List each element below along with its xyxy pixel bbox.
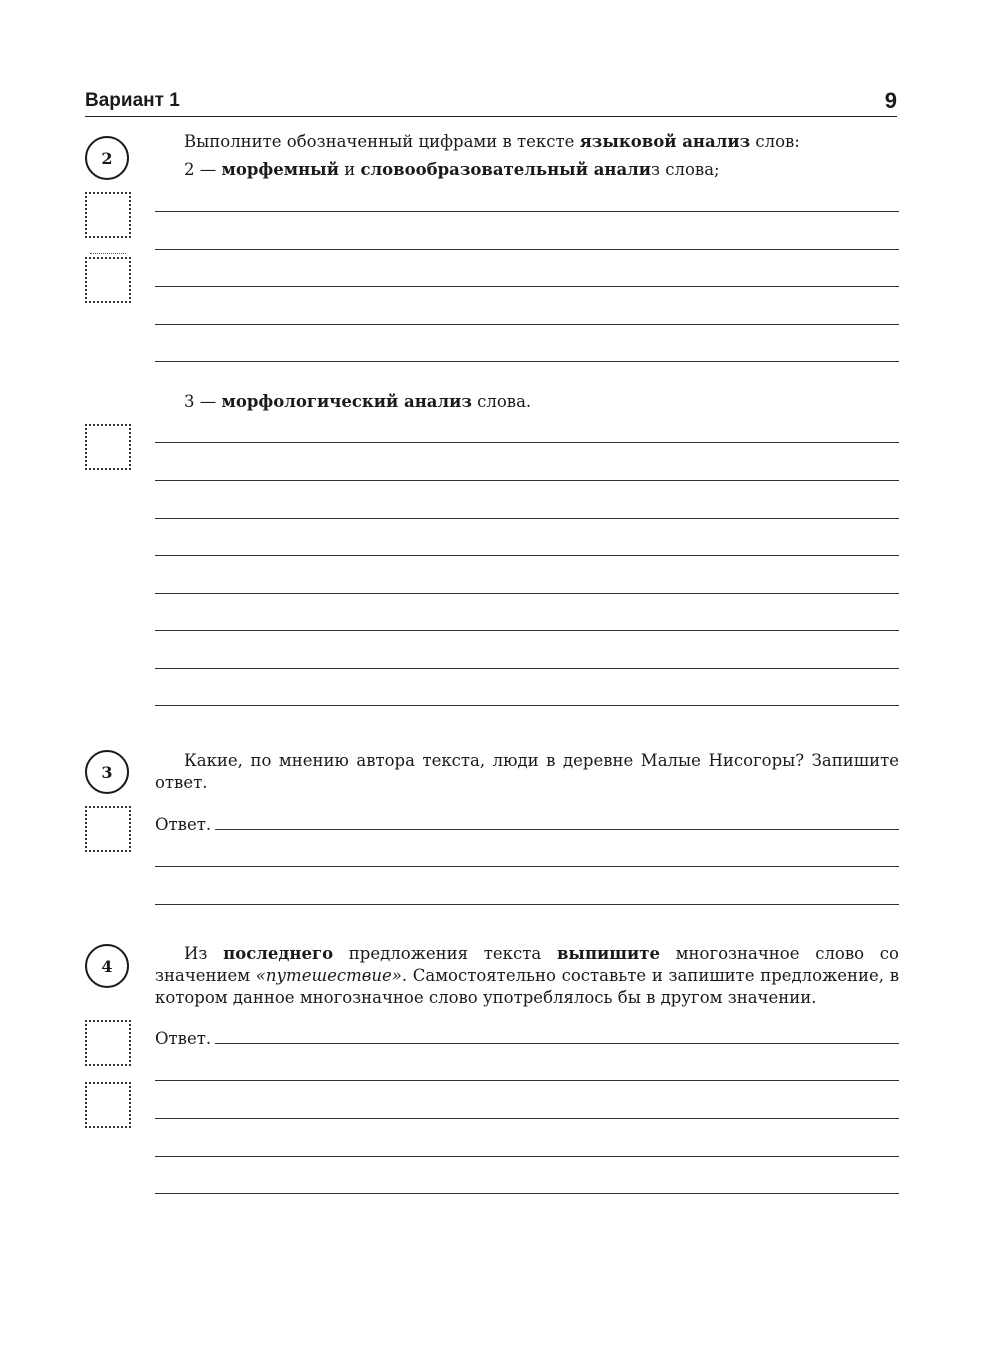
answer-line[interactable] <box>155 630 899 631</box>
answer-line[interactable] <box>155 1156 899 1157</box>
answer-line[interactable] <box>155 211 899 212</box>
answer-line[interactable] <box>155 866 899 867</box>
answer-line[interactable] <box>155 1193 899 1194</box>
answer-line[interactable] <box>155 518 899 519</box>
page-number: 9 <box>884 88 897 113</box>
answer-line[interactable] <box>155 480 899 481</box>
answer-line[interactable] <box>155 593 899 594</box>
answer-label-3: Ответ. <box>155 815 212 834</box>
score-box-2-3[interactable] <box>85 424 131 470</box>
question-3-text: Какие, по мнению автора текста, люди в деревне Малые Нисогоры? Запишите ответ. <box>155 751 899 792</box>
question-2-number: 2 <box>85 136 129 180</box>
answer-label-4: Ответ. <box>155 1029 212 1048</box>
score-box-2-1[interactable] <box>85 192 131 238</box>
answer-line[interactable] <box>155 442 899 443</box>
question-4-number: 4 <box>85 944 129 988</box>
answer-line[interactable] <box>155 286 899 287</box>
score-box-4-2[interactable] <box>85 1082 131 1128</box>
answer-line[interactable] <box>155 904 899 905</box>
question-3-number: 3 <box>85 750 129 794</box>
answer-line[interactable] <box>215 829 899 830</box>
score-separator <box>90 253 126 254</box>
answer-line[interactable] <box>155 361 899 362</box>
question-2-item-3: 3 — морфологический анализ слова. <box>184 392 532 411</box>
answer-line[interactable] <box>215 1043 899 1044</box>
question-2-intro: Выполните обозначенный цифрами в тексте языковой анализ слов: <box>184 132 800 151</box>
answer-line[interactable] <box>155 1080 899 1081</box>
answer-line[interactable] <box>155 555 899 556</box>
score-box-4-1[interactable] <box>85 1020 131 1066</box>
variant-label: Вариант 1 <box>85 90 180 111</box>
answer-line[interactable] <box>155 705 899 706</box>
answer-line[interactable] <box>155 1118 899 1119</box>
question-4-text: Из последнего предложения текста выпишите многозначное слово со значением «путешествие». Самостоятельно составьте и запишите предложение, в котором данное многозначное слово употреблялось бы в другом значении. <box>155 944 899 1007</box>
answer-line[interactable] <box>155 668 899 669</box>
answer-line[interactable] <box>155 249 899 250</box>
header-divider <box>85 116 897 117</box>
score-box-2-2[interactable] <box>85 257 131 303</box>
score-box-3[interactable] <box>85 806 131 852</box>
answer-line[interactable] <box>155 324 899 325</box>
question-2-item-2: 2 — морфемный и словообразовательный анализ слова; <box>184 160 720 179</box>
